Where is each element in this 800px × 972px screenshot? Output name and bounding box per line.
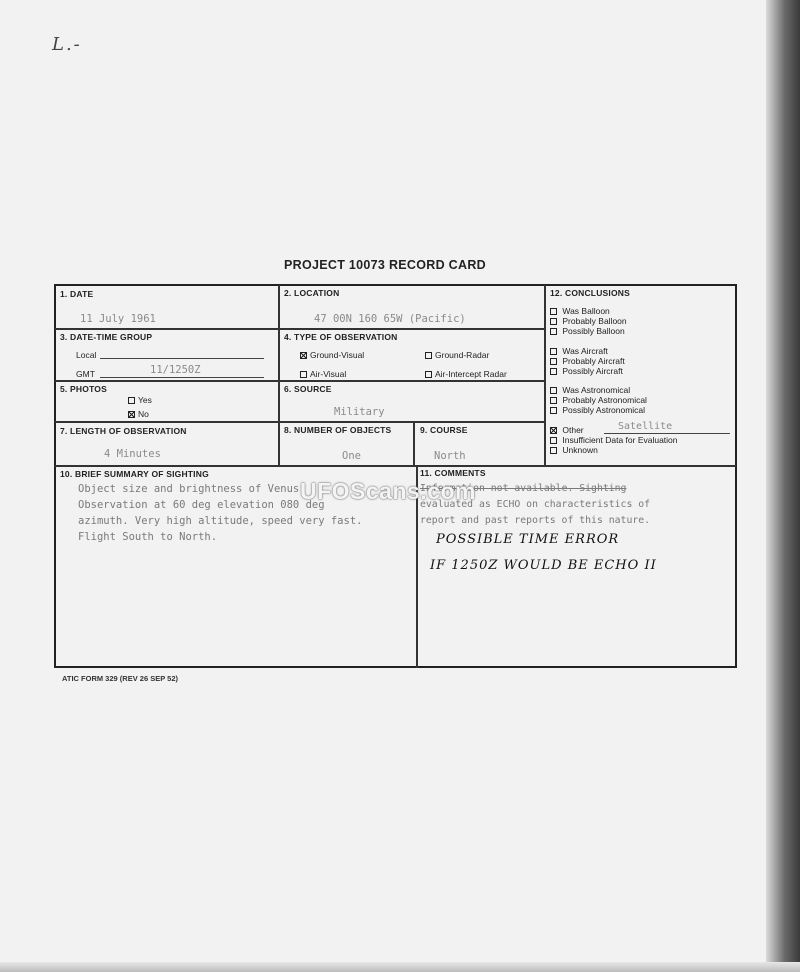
conclusion-checkbox: [550, 318, 557, 325]
course-value: North: [434, 450, 466, 462]
conclusion-other-value: Satellite: [618, 421, 673, 432]
handwritten-note-1: POSSIBLE TIME ERROR: [436, 532, 620, 547]
conclusion-unknown: Unknown: [550, 445, 598, 455]
conclusion-checkbox: [550, 368, 557, 375]
date-label: 1. DATE: [60, 289, 94, 299]
local-label: Local: [76, 350, 97, 360]
card-title: PROJECT 10073 RECORD CARD: [284, 258, 486, 272]
conclusions-label: 12. CONCLUSIONS: [550, 288, 630, 298]
photos-no-option: No: [128, 409, 149, 419]
photos-no-checkbox: [128, 411, 135, 418]
conclusion-checkbox: [550, 387, 557, 394]
conclusion-checkbox: [550, 427, 557, 434]
air-visual-checkbox: [300, 371, 307, 378]
conclusion-was-aircraft: Was Aircraft: [550, 346, 608, 356]
divider-h-row3: [55, 421, 545, 423]
course-label: 9. COURSE: [420, 425, 468, 435]
other-underline: [604, 433, 730, 434]
divider-h-row4: [55, 465, 736, 467]
conclusion-checkbox: [550, 397, 557, 404]
conclusion-probably-balloon: Probably Balloon: [550, 316, 627, 326]
ground-visual-checkbox: [300, 352, 307, 359]
scan-bottom-edge: [0, 962, 800, 972]
date-time-group-label: 3. DATE-TIME GROUP: [60, 332, 153, 342]
location-value: 47 00N 160 65W (Pacific): [314, 313, 466, 325]
conclusion-probably-aircraft: Probably Aircraft: [550, 356, 625, 366]
conclusion-checkbox: [550, 348, 557, 355]
comments-label: 11. COMMENTS: [420, 468, 486, 478]
gmt-value: 11/1250Z: [150, 364, 201, 376]
divider-h-row2: [55, 380, 545, 382]
ground-radar-checkbox: [425, 352, 432, 359]
summary-line: azimuth. Very high altitude, speed very fast.: [78, 515, 363, 527]
conclusion-checkbox: [550, 437, 557, 444]
conclusion-was-astronomical: Was Astronomical: [550, 385, 630, 395]
comment-line: evaluated as ECHO on characteristics of: [420, 499, 651, 510]
gmt-label: GMT: [76, 369, 95, 379]
divider-v-date-location: [278, 285, 280, 466]
conclusion-possibly-astronomical: Possibly Astronomical: [550, 405, 645, 415]
ground-visual-option: Ground-Visual: [300, 350, 364, 360]
brief-summary-label: 10. BRIEF SUMMARY OF SIGHTING: [60, 469, 209, 479]
length-of-observation-value: 4 Minutes: [104, 448, 161, 460]
photos-yes-checkbox: [128, 397, 135, 404]
number-of-objects-label: 8. NUMBER OF OBJECTS: [284, 425, 392, 435]
watermark: UFOScans.com: [300, 478, 476, 504]
divider-v-conclusions: [544, 285, 546, 466]
photos-yes-option: Yes: [128, 395, 152, 405]
location-label: 2. LOCATION: [284, 288, 340, 298]
handwritten-note-2: IF 1250Z WOULD BE ECHO II: [430, 558, 657, 573]
comment-line: Information not available. Sighting: [420, 483, 627, 494]
conclusion-insufficient-data: Insufficient Data for Evaluation: [550, 435, 678, 445]
conclusion-checkbox: [550, 308, 557, 315]
form-footer: ATIC FORM 329 (REV 26 SEP 52): [62, 674, 179, 683]
ground-radar-option: Ground-Radar: [425, 350, 489, 360]
scan-page-edge: [766, 0, 800, 972]
summary-line: Object size and brightness of Venus.: [78, 483, 306, 495]
conclusion-checkbox: [550, 358, 557, 365]
air-intercept-radar-option: Air-Intercept Radar: [425, 369, 507, 379]
gmt-underline: [100, 377, 264, 378]
air-intercept-radar-checkbox: [425, 371, 432, 378]
comment-line: report and past reports of this nature.: [420, 515, 651, 526]
conclusion-probably-astronomical: Probably Astronomical: [550, 395, 647, 405]
summary-line: Observation at 60 deg elevation 080 deg: [78, 499, 325, 511]
conclusion-was-balloon: Was Balloon: [550, 306, 610, 316]
local-underline: [100, 358, 264, 359]
conclusion-checkbox: [550, 407, 557, 414]
conclusion-other: Other: [550, 425, 584, 435]
divider-v-objects-course: [413, 421, 415, 466]
conclusion-checkbox: [550, 328, 557, 335]
summary-line: Flight South to North.: [78, 531, 218, 543]
length-of-observation-label: 7. LENGTH OF OBSERVATION: [60, 426, 187, 436]
type-of-observation-label: 4. TYPE OF OBSERVATION: [284, 332, 398, 342]
conclusion-checkbox: [550, 447, 557, 454]
number-of-objects-value: One: [342, 450, 361, 462]
conclusion-possibly-aircraft: Possibly Aircraft: [550, 366, 623, 376]
photos-label: 5. PHOTOS: [60, 384, 107, 394]
divider-h-row1: [55, 328, 545, 330]
corner-handwritten-mark: L.-: [52, 34, 82, 55]
air-visual-option: Air-Visual: [300, 369, 346, 379]
conclusion-possibly-balloon: Possibly Balloon: [550, 326, 625, 336]
date-value: 11 July 1961: [80, 313, 156, 325]
source-value: Military: [334, 406, 385, 418]
source-label: 6. SOURCE: [284, 384, 332, 394]
